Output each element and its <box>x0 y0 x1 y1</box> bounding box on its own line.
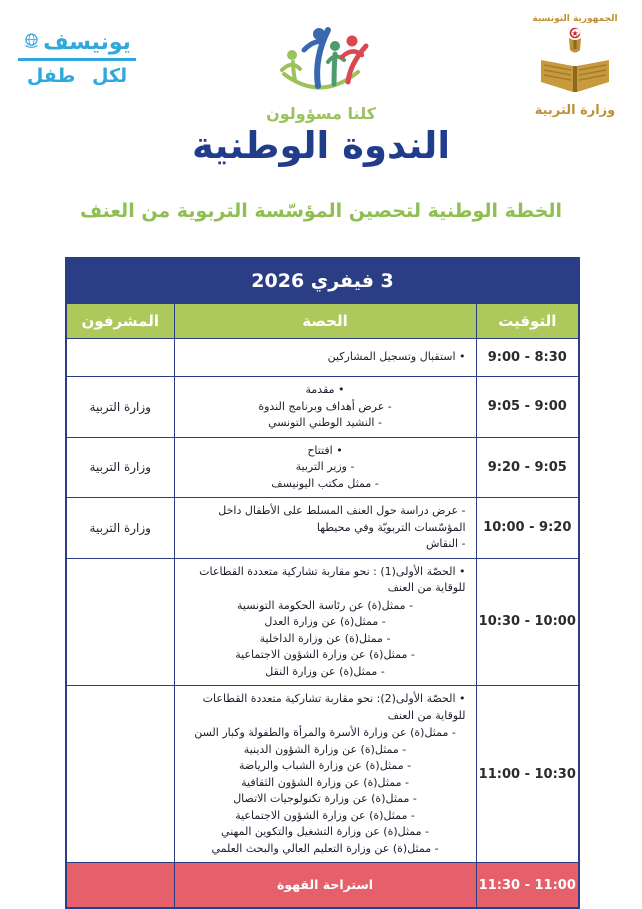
time-cell: 10:30 - 11:00 <box>476 686 579 863</box>
campaign-logo <box>256 24 386 123</box>
supervisor-cell <box>66 686 174 863</box>
page-title: الندوة الوطنية <box>191 124 451 167</box>
session-line: - ممثل(ة) عن وزارة الشباب والرياضة <box>238 759 412 772</box>
session-cell <box>174 558 476 686</box>
supervisor-cell <box>66 558 174 686</box>
session-line: - ممثل(ة) عن وزارة التشغيل والتكوين المهني <box>221 825 429 838</box>
ministry-name: وزارة التربية <box>534 103 616 119</box>
session-line: - النقاش <box>425 537 466 550</box>
unicef-divider <box>18 58 136 61</box>
session-line: - ممثل(ة) عن وزارة الشؤون الدينية <box>243 742 407 756</box>
session-cell <box>174 686 476 863</box>
time-cell: 9:00 - 9:05 <box>476 377 579 438</box>
table-row <box>66 558 579 686</box>
campaign-caption: كلنا مسؤولون <box>266 104 376 123</box>
session-cell <box>174 339 476 377</box>
session-line: - ممثل(ة) عن وزارة الشؤون الاجتماعية <box>235 808 415 822</box>
session-line: - ممثل(ة) عن وزارة التعليم العالي والبحث العلمي <box>211 841 439 855</box>
session-line: - وزير التربية <box>295 460 355 473</box>
date-banner-row <box>66 258 579 304</box>
open-book-emblem-icon <box>533 83 617 102</box>
session-cell <box>174 437 476 498</box>
session-line: - ممثل(ة) عن وزارة الشؤون الثقافية <box>241 775 409 789</box>
column-header-session: الحصة <box>174 304 476 339</box>
session-line: • مقدمة <box>305 383 345 396</box>
time-cell: 8:30 - 9:00 <box>476 339 579 377</box>
unicef-logo <box>16 30 138 87</box>
table-row <box>66 437 579 498</box>
coffee-break-row <box>66 863 579 909</box>
supervisor-cell: وزارة التربية <box>66 498 174 559</box>
table-row <box>66 377 579 438</box>
people-figures-icon <box>262 83 380 102</box>
time-cell: 10:00 - 10:30 <box>476 558 579 686</box>
column-header-time: التوقيت <box>476 304 579 339</box>
unicef-globe-icon <box>23 30 40 55</box>
unicef-wordmark: يونيسف <box>43 30 131 55</box>
page-subtitle: الخطة الوطنية لتحصين المؤسّسة التربوية من العنف <box>79 200 563 222</box>
session-line: - عرض أهداف وبرنامج الندوة <box>258 399 392 413</box>
ministry-state-name: الجمهورية التونسية <box>532 14 618 24</box>
time-cell: 9:20 - 10:00 <box>476 498 579 559</box>
session-cell <box>174 498 476 559</box>
time-cell: 9:05 - 9:20 <box>476 437 579 498</box>
time-cell: 11:00 - 11:30 <box>476 863 579 909</box>
unicef-tagline: لكل طفل <box>26 65 128 87</box>
ministry-logo <box>524 14 626 118</box>
session-line: • استقبال وتسجيل المشاركين <box>327 350 466 364</box>
schedule-table <box>65 257 580 909</box>
session-cell <box>174 377 476 438</box>
session-line: - ممثل(ة) عن وزارة العدل <box>264 615 386 628</box>
session-line: استراحة القهوة <box>276 876 374 892</box>
session-line: • الحصّة الأولى(2): نحو مقاربة تشاركية متعددة القطاعات للوقاية من العنف <box>202 692 466 722</box>
session-line: • الحصّة الأولى(1) : نحو مقاربة تشاركية متعددة القطاعات للوقاية من العنف <box>199 564 466 594</box>
supervisor-cell <box>66 339 174 377</box>
unicef-logo-row <box>16 30 138 55</box>
table-row <box>66 339 579 377</box>
column-header-supervisors: المشرفون <box>66 304 174 339</box>
session-line: - ممثل(ة) عن وزارة تكنولوجيات الاتصال <box>233 792 417 805</box>
session-line: - النشيد الوطني التونسي <box>268 416 382 429</box>
table-row <box>66 686 579 863</box>
table-row <box>66 498 579 559</box>
column-header-row <box>66 304 579 339</box>
session-line: - ممثل(ة) عن وزارة الداخلية <box>259 631 391 645</box>
supervisor-cell: وزارة التربية <box>66 437 174 498</box>
session-line: - ممثل(ة) عن وزارة الشؤون الاجتماعية <box>235 648 415 661</box>
schedule-table-wrap <box>65 257 578 909</box>
session-line: - عرض دراسة حول العنف المسلط على الأطفال داخل المؤسّسات التربويّة وفي محيطها <box>218 504 466 534</box>
date-banner: 3 فيفري 2026 <box>66 258 579 304</box>
session-line: - ممثل(ة) عن وزارة الأسرة والمرأة والطفولة وكبار السن <box>194 726 456 739</box>
session-line: - ممثل(ة) عن وزارة النقل <box>265 664 385 678</box>
session-line: - ممثل مكتب اليونيسف <box>271 476 379 490</box>
session-line: • افتتاح <box>307 443 343 457</box>
session-line: - ممثل(ة) عن رئاسة الحكومة التونسية <box>237 598 414 612</box>
supervisor-cell <box>66 863 174 909</box>
session-cell <box>174 863 476 909</box>
supervisor-cell: وزارة التربية <box>66 377 174 438</box>
